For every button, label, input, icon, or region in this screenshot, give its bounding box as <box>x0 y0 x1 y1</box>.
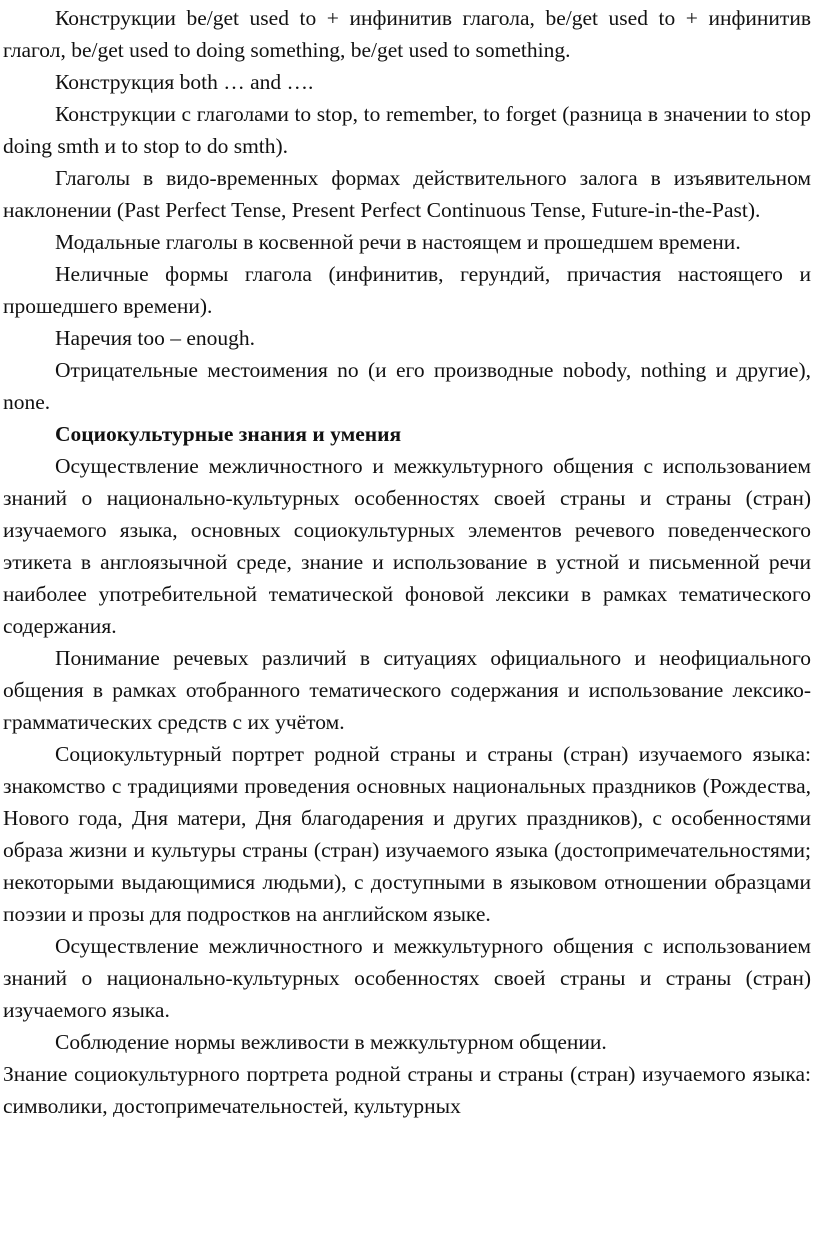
paragraph-intercultural-knowledge: Осуществление межличностного и межкультурного общения с использованием знаний о национально-культурных особенностях своей страны и страны (стран) изучаемого языка. <box>3 934 811 1022</box>
section-heading: Социокультурные знания и умения <box>55 422 402 446</box>
paragraph-stop-remember: Конструкции с глаголами to stop, to remember, to forget (разница в значении to stop doing smth и to stop to do smth). <box>3 102 811 158</box>
paragraph-speech-differences: Понимание речевых различий в ситуациях официального и неофициального общения в рамках отобранного тематического содержания и использование лексико-грамматических средств с их учётом. <box>3 646 811 734</box>
paragraph-tenses: Глаголы в видо-временных формах действительного залога в изъявительном наклонении (Past Perfect Tense, Present Perfect Continuous Tense, Future-in-the-Past). <box>3 166 811 222</box>
paragraph-modal-verbs: Модальные глаголы в косвенной речи в настоящем и прошедшем времени. <box>55 230 741 254</box>
paragraph-sociocultural-portrait: Социокультурный портрет родной страны и страны (стран) изучаемого языка: знакомство с традициями проведения основных национальных праздников (Рождества, Нового года, Дня матери, Дня благодарения и других праздников), с особенностями образа жизни и культуры страны (стран) изучаемого языка (достопримечательностями; некоторыми выдающимися людьми), с доступными в языковом отношении образцами поэзии и прозы для подростков на английском языке. <box>3 742 811 926</box>
paragraph-both-and: Конструкция both … and …. <box>55 70 314 94</box>
paragraph-intercultural-communication: Осуществление межличностного и межкультурного общения с использованием знаний о национально-культурных особенностях своей страны и страны (стран) изучаемого языка, основных социокультурных элементов речевого поведенческого этикета в англоязычной среде, знание и использование в устной и письменной речи наиболее употребительной тематической фоновой лексики в рамках тематического содержания. <box>3 454 811 638</box>
paragraph-used-to: Конструкции be/get used to + инфинитив глагола, be/get used to + инфинитив глагол, be/get used to doing something, be/get used to something. <box>3 6 811 62</box>
paragraph-too-enough: Наречия too – enough. <box>55 326 256 350</box>
paragraph-politeness: Соблюдение нормы вежливости в межкультурном общении. <box>55 1030 607 1054</box>
paragraph-nonfinite-forms: Неличные формы глагола (инфинитив, герундий, причастия настоящего и прошедшего времени). <box>3 262 811 318</box>
document-page <box>0 2 816 1242</box>
paragraph-negative-pronouns: Отрицательные местоимения no (и его производные nobody, nothing и другие), none. <box>3 358 811 414</box>
paragraph-knowledge-portrait: Знание социокультурного портрета родной страны и страны (стран) изучаемого языка: символики, достопримечательностей, культурных <box>3 1062 811 1118</box>
